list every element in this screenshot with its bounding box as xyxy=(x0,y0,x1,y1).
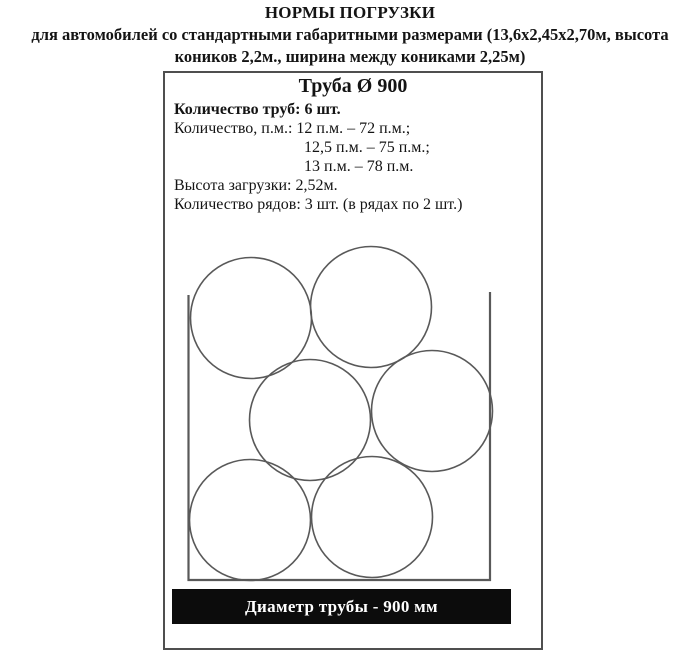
spec-row-count: Количество рядов: 3 шт. (в рядах по 2 шт.) xyxy=(174,196,463,213)
document-header xyxy=(0,1,700,68)
card-title: Труба Ø 900 xyxy=(298,75,408,97)
spec-length-line-3: 13 п.м. – 78 п.м. xyxy=(304,158,414,175)
spec-pipe-count: Количество труб: 6 шт. xyxy=(174,101,341,118)
spec-load-height: Высота загрузки: 2,52м. xyxy=(174,177,338,194)
page-subtitle-line-2: коников 2,2м., ширина между кониками 2,25м) xyxy=(174,47,526,66)
diameter-label: Диаметр трубы - 900 мм xyxy=(245,597,438,616)
spec-length-line-1: Количество, п.м.: 12 п.м. – 72 п.м.; xyxy=(174,120,411,137)
page-title: НОРМЫ ПОГРУЗКИ xyxy=(264,3,436,22)
spec-length-line-2: 12,5 п.м. – 75 п.м.; xyxy=(304,139,430,156)
page-subtitle-line-1: для автомобилей со стандартными габаритными размерами (13,6х2,45х2,70м, высота xyxy=(31,25,669,44)
pipe-spec-card xyxy=(163,71,543,650)
diameter-bar xyxy=(172,589,511,624)
